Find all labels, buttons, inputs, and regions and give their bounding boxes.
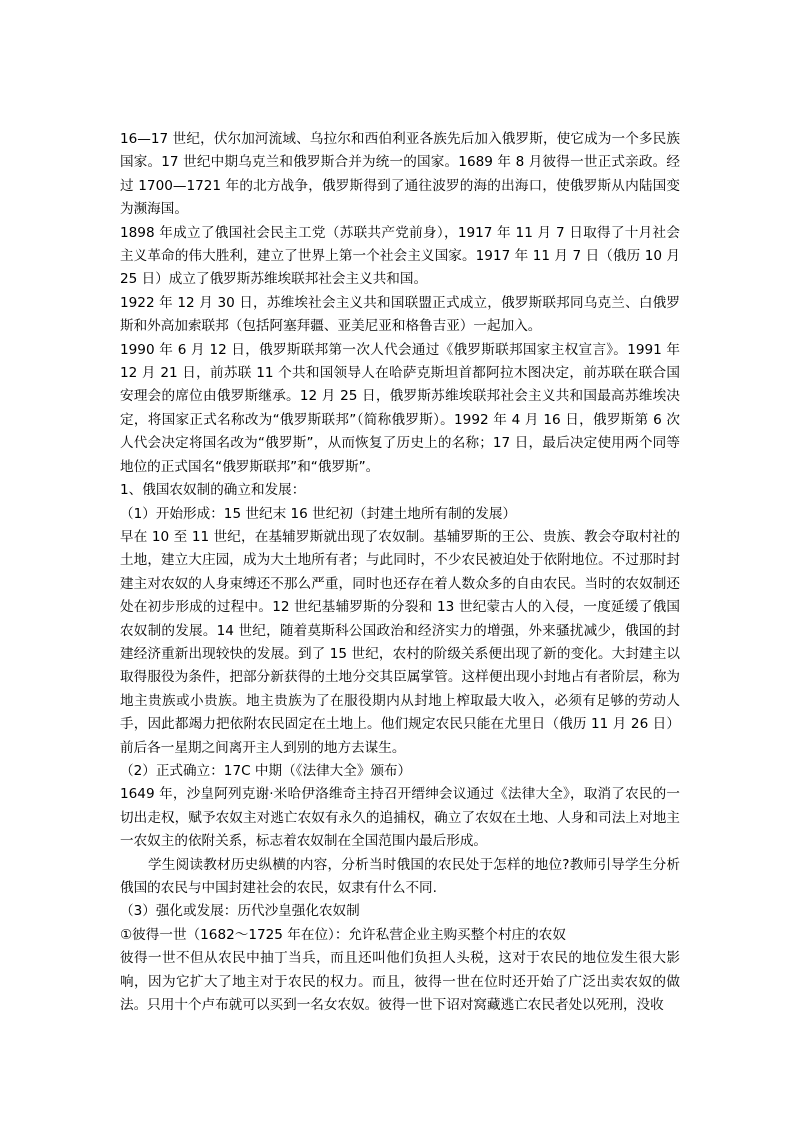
paragraph-early-serfdom: 早在 10 至 11 世纪，在基辅罗斯就出现了农奴制。基辅罗斯的王公、贵族、教会夺取村社的土地，建立大庄园，成为大土地所有者；与此同时，不少农民被迫处于依附地位。不过那时封建主对农奴的人身束缚还不那么严重，同时也还存在着人数众多的自由农民。当时的农奴制还处在初步形成的过程中。12 世纪基辅罗斯的分裂和 13 世纪蒙古人的入侵，一度延缓了俄国农奴制的发展。14 世纪，随着莫斯科公国政治和经济实力的增强，外来骚扰减少，俄国的封建经济重新出现较快的发展。到了 15 世纪，农村的阶级关系便出现了新的变化。大封建主以取得服役为条件，把部分新获得的土地分交其臣属掌管。这样便出现小封地占有者阶层，称为地主贵族或小贵族。地主贵族为了在服役期内从封地上榨取最大收入，必须有足够的劳动人手，因此都竭力把依附农民固定在土地上。他们规定农民只能在尤里日（俄历 11 月 26 日）前后各一星期之间离开主人到别的地方去谋生。 (120, 528, 680, 756)
paragraph-student-activity: 学生阅读教材历史纵横的内容，分析当时俄国的农民处于怎样的地位?教师引导学生分析俄国的农民与中国封建社会的农民，奴隶有什么不同. (120, 856, 680, 896)
paragraph-1922-ussr: 1922 年 12 月 30 日，苏维埃社会主义共和国联盟正式成立，俄罗斯联邦同乌克兰、白俄罗斯和外高加索联邦（包括阿塞拜疆、亚美尼亚和格鲁吉亚）一起加入。 (120, 294, 680, 335)
subheading-establishment: （2）正式确立：17C 中期（《法律大全》颁布） (120, 762, 412, 779)
paragraph-peter-the-great: 彼得一世不但从农民中抽丁当兵，而且还叫他们负担人头税，这对于农民的地位发生很大影响，因为它扩大了地主对于农民的权力。而且，彼得一世在位时还开始了广泛出卖农奴的做法。只用十个卢布就可以买到一名女农奴。彼得一世下诏对窝藏逃亡农民者处以死刑，没收 (120, 950, 680, 1014)
subheading-strengthening: （3）强化或发展：历代沙皇强化农奴制 (120, 903, 360, 920)
document-page (120, 128, 680, 1017)
heading-serfdom: 1、俄国农奴制的确立和发展： (120, 482, 306, 499)
paragraph-1990-1992: 1990 年 6 月 12 日，俄罗斯联邦第一次人代会通过《俄罗斯联邦国家主权宣言》。1991 年 12 月 21 日，前苏联 11 个共和国领导人在哈萨克斯坦首都阿拉木图决定，前苏联在联合国安理会的席位由俄罗斯继承。12 月 25 日，俄罗斯苏维埃联邦社会主义共和国最高苏维埃决定，将国家正式名称改为“俄罗斯联邦”（简称俄罗斯）。1992 年 4 月 16 日，俄罗斯第 6 次人代会决定将国名改为“俄罗斯”，从而恢复了历史上的名称；17 日，最后决定使用两个同等地位的正式国名“俄罗斯联邦”和“俄罗斯”。 (120, 341, 680, 475)
subheading-peter-the-great: ①彼得一世（1682～1725 年在位）：允许私营企业主购买整个村庄的农奴 (120, 926, 566, 943)
subheading-formation: （1）开始形成：15 世纪末 16 世纪初（封建土地所有制的发展） (120, 505, 517, 522)
paragraph-1898-1917: 1898 年成立了俄国社会民主工党（苏联共产党前身），1917 年 11 月 7 日取得了十月社会主义革命的伟大胜利，建立了世界上第一个社会主义国家。1917 年 11 月 7 日（俄历 10 月 25 日）成立了俄罗斯苏维埃联邦社会主义共和国。 (120, 224, 680, 288)
paragraph-russia-formation: 16—17 世纪，伏尔加河流域、乌拉尔和西伯利亚各族先后加入俄罗斯，使它成为一个多民族国家。17 世纪中期乌克兰和俄罗斯合并为统一的国家。1689 年 8 月彼得一世正式亲政。经过 1700—1721 年的北方战争，俄罗斯得到了通往波罗的海的出海口，使俄罗斯从内陆国变为濒海国。 (120, 131, 680, 218)
paragraph-1649-law: 1649 年，沙皇阿列克谢·米哈伊洛维奇主持召开缙绅会议通过《法律大全》，取消了农民的一切出走权，赋予农奴主对逃亡农奴有永久的追捕权，确立了农奴在土地、人身和司法上对地主一农奴主的依附关系，标志着农奴制在全国范围内最后形成。 (120, 786, 680, 850)
